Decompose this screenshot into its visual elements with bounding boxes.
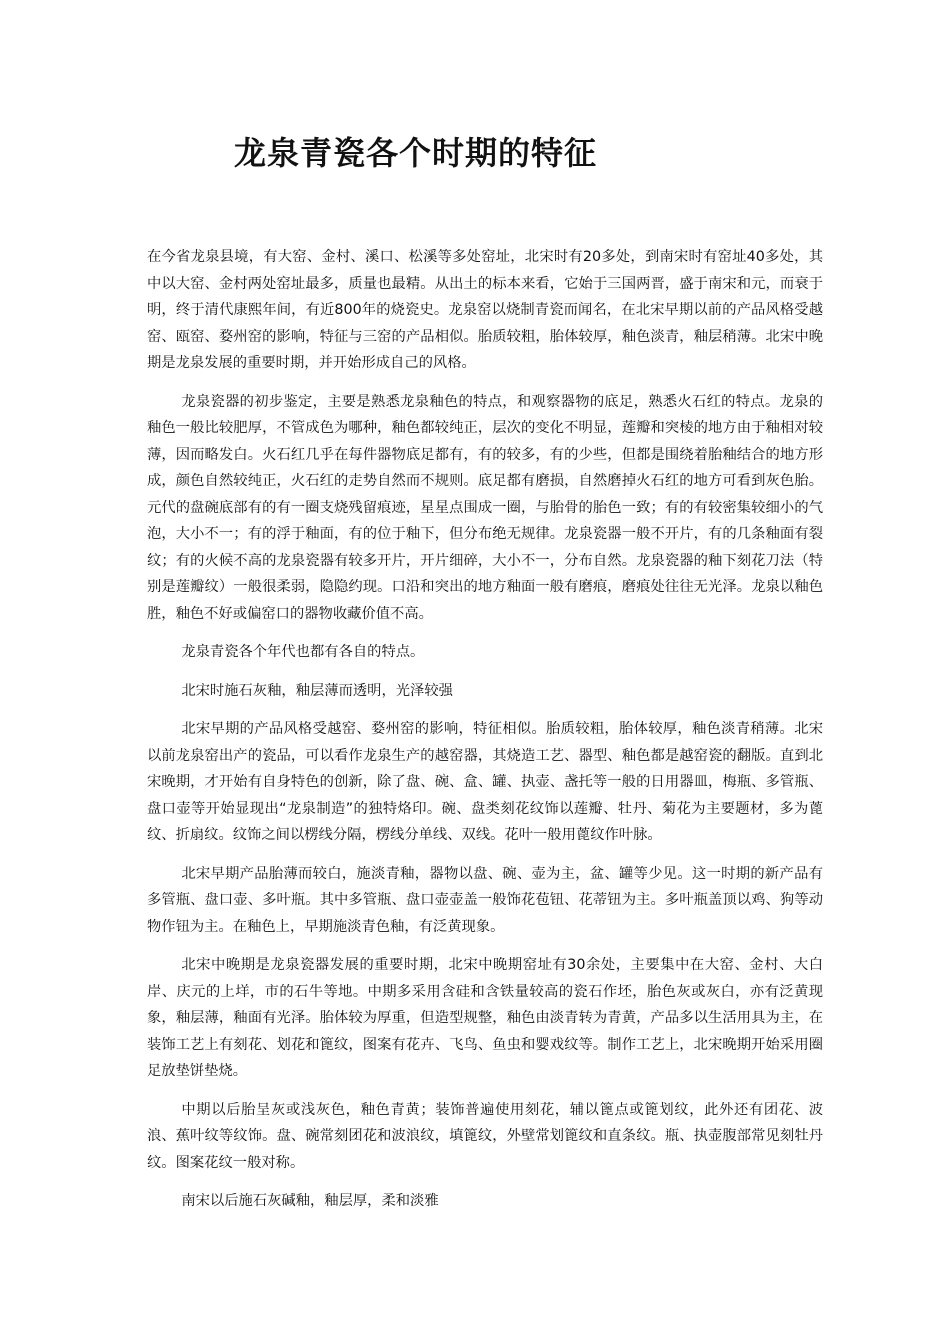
paragraph-identification: 龙泉瓷器的初步鉴定，主要是熟悉龙泉釉色的特点，和观察器物的底足，熟悉火石红的特点。龙泉的釉色一般比较肥厚，不管成色为哪种，釉色都较纯正，层次的变化不明显，莲瓣和突棱的地方由于釉相对较薄，因而略发白。火石红几乎在每件器物底足都有，有的较多，有的少些，但都是围绕着胎釉结合的地方形成，颜色自然较纯正，火石红的走势自然而不规则。底足都有磨损，自然磨掉火石红的地方可看到灰色胎。元代的盘碗底部有的有一圈支烧残留痕迹，星星点围成一圈，与胎骨的胎色一致；有的有较密集较细小的气泡，大小不一；有的浮于釉面，有的位于釉下，但分布绝无规律。龙泉瓷器一般不开片，有的几条釉面有裂纹；有的火候不高的龙泉瓷器有较多开片，开片细碎，大小不一，分布自然。龙泉瓷器的釉下刻花刀法（特别是莲瓣纹）一般很柔弱，隐隐约现。口沿和突出的地方釉面一般有磨痕，磨痕处往往无光泽。龙泉以釉色胜，釉色不好或偏窑口的器物收藏价值不高。 bbox=[147, 393, 823, 622]
paragraph-southern-song-glaze: 南宋以后施石灰碱釉，釉层厚，柔和淡雅 bbox=[181, 1193, 439, 1209]
paragraph-early-northern-song-style: 北宋早期的产品风格受越窑、婺州窑的影响，特征相似。胎质较粗，胎体较厚，釉色淡青稍薄。北宋以前龙泉窑出产的瓷品，可以看作龙泉生产的越窑器，其烧造工艺、器型、釉色都是越窑瓷的翻版。直到北宋晚期，才开始有自身特色的创新，除了盘、碗、盒、罐、执壶、盏托等一般的日用器皿，梅瓶、多管瓶、盘口壶等开始显现出“龙泉制造”的独特烙印。碗、盘类刻花纹饰以莲瓣、牡丹、菊花为主要题材，多为蓖纹、折扇纹。纹饰之间以楞线分隔，楞线分单线、双线。花叶一般用蓖纹作叶脉。 bbox=[147, 721, 823, 843]
document-body bbox=[147, 244, 823, 1227]
paragraph-mid-late-northern-song: 北宋中晚期是龙泉瓷器发展的重要时期，北宋中晚期窑址有30余处，主要集中在大窑、金村、大白岸、庆元的上垟，市的石牛等地。中期多采用含硅和含铁量较高的瓷石作坯，胎色灰或灰白，亦有泛黄现象，釉层薄，釉面有光泽。胎体较为厚重，但造型规整，釉色由淡青转为青黄，产品多以生活用具为主，在装饰工艺上有刻花、划花和篦纹，图案有花卉、飞鸟、鱼虫和婴戏纹等。制作工艺上，北宋晚期开始采用圈足放垫饼垫烧。 bbox=[147, 957, 823, 1079]
paragraph-early-northern-song-products: 北宋早期产品胎薄而较白，施淡青釉，器物以盘、碗、壶为主，盆、罐等少见。这一时期的新产品有多管瓶、盘口壶、多叶瓶。其中多管瓶、盘口壶壶盖一般饰花苞钮、花蒂钮为主。多叶瓶盖顶以鸡、狗等动物作钮为主。在釉色上，早期施淡青色釉，有泛黄现象。 bbox=[147, 865, 823, 935]
paragraph-intro: 在今省龙泉县境，有大窑、金村、溪口、松溪等多处窑址，北宋时有20多处，到南宋时有窑址40多处，其中以大窑、金村两处窑址最多，质量也最精。从出土的标本来看，它始于三国两晋，盛于南宋和元，而衰于明，终于清代康熙年间，有近800年的烧瓷史。龙泉窑以烧制青瓷而闻名，在北宋早期以前的产品风格受越窑、瓯窑、婺州窑的影响，特征与三窑的产品相似。胎质较粗，胎体较厚，釉色淡青，釉层稍薄。北宋中晚期是龙泉发展的重要时期，并开始形成自己的风格。 bbox=[147, 249, 823, 371]
paragraph-northern-song-glaze: 北宋时施石灰釉，釉层薄而透明，光泽较强 bbox=[181, 682, 453, 699]
document-title: 龙泉青瓷各个时期的特征 bbox=[234, 134, 598, 172]
paragraph-era-note: 龙泉青瓷各个年代也都有各自的特点。 bbox=[181, 644, 425, 660]
paragraph-after-mid-period: 中期以后胎呈灰或浅灰色，釉色青黄；装饰普遍使用刻花，辅以篦点或篦划纹，此外还有团花、波浪、蕉叶纹等纹饰。盘、碗常刻团花和波浪纹，填篦纹，外壁常划篦纹和直条纹。瓶、执壶腹部常见刻牡丹纹。图案花纹一般对称。 bbox=[147, 1101, 823, 1171]
